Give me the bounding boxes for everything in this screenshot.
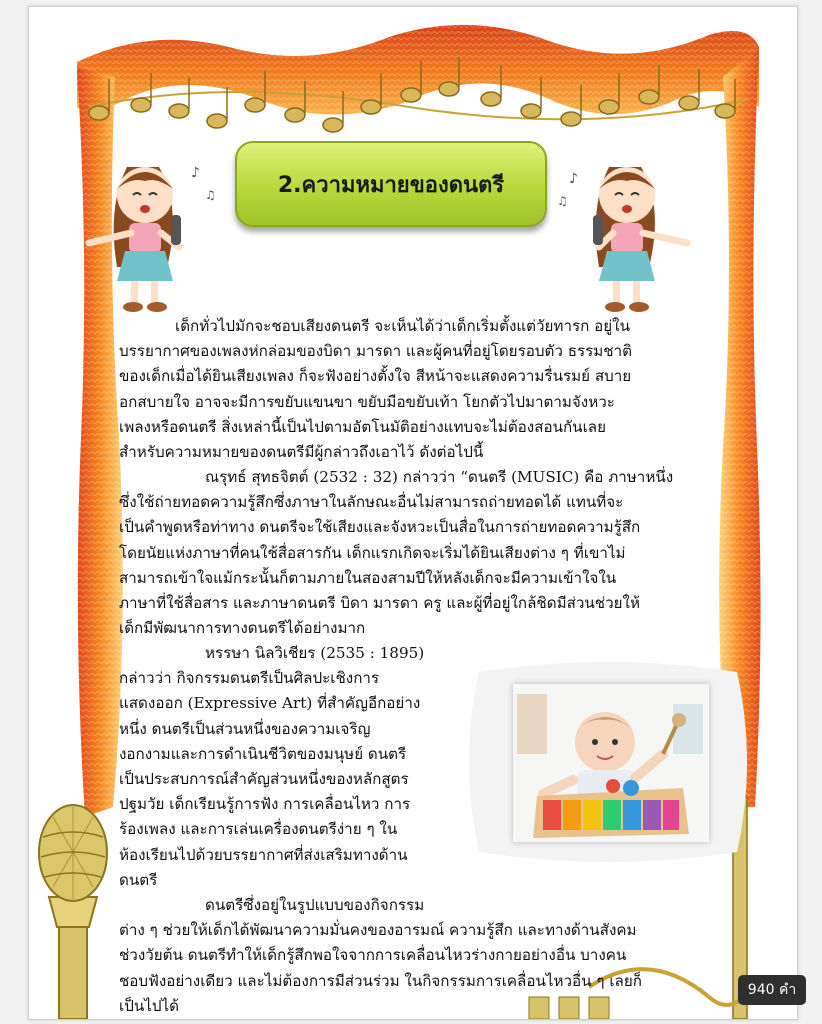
text-line: หรรษา นิลวิเชียร (2535 : 1895) bbox=[205, 644, 425, 662]
svg-text:♫: ♫ bbox=[205, 188, 216, 202]
text-line: ต่าง ๆ ช่วยให้เด็กได้พัฒนาความมั่นคงของอารมณ์ ความรู้สึก และทางด้านสังคม bbox=[119, 921, 637, 940]
text-line: เด็กทั่วไปมักจะชอบเสียงดนตรี จะเห็นได้ว่าเด็กเริ่มตั้งแต่วัยทารก อยู่ใน bbox=[175, 317, 630, 335]
text-line: เป็นประสบการณ์สำคัญส่วนหนึ่งของหลักสูตร bbox=[119, 769, 409, 788]
text-line: ดนตรี bbox=[119, 870, 158, 889]
microphone-icon bbox=[39, 805, 107, 1019]
paragraph-2 bbox=[119, 465, 673, 641]
title-banner bbox=[235, 141, 547, 227]
text-line: ภาษาที่ใช้สื่อสาร และภาษาดนตรี บิดา มารดา ครู และผู้ที่อยู่ใกล้ชิดมีส่วนช่วยให้ bbox=[119, 593, 640, 612]
text-line: ดนตรีซึ่งอยู่ในรูปแบบของกิจกรรม bbox=[205, 896, 425, 914]
text-line: เป็นคำพูดหรือท่าทาง ดนตรีจะใช้เสียงและจังหวะเป็นสื่อในการถ่ายทอดความรู้สึก bbox=[119, 518, 641, 537]
text-line: ร้องเพลง และการเล่นเครื่องดนตรีง่าย ๆ ใน bbox=[119, 820, 398, 839]
text-line: กล่าวว่า กิจกรรมดนตรีเป็นศิลปะเชิงการ bbox=[119, 669, 380, 688]
singing-girl-icon bbox=[557, 167, 687, 312]
svg-text:♪: ♪ bbox=[569, 171, 578, 187]
text-line: สำหรับความหมายของดนตรีมีผู้กล่าวถึงเอาไว้ ดังต่อไปนี้ bbox=[119, 442, 484, 461]
photo-frame bbox=[469, 662, 747, 862]
text-line: ชอบฟังอย่างเดียว และไม่ต้องการมีส่วนร่วม ในกิจกรรมการเคลื่อนไหวอื่น ๆ เลยก็ bbox=[119, 971, 642, 990]
text-line: เพลงหรือดนตรี สิ่งเหล่านี้เป็นไปตามอัตโนมัติอย่างแทบจะไม่ต้องสอนกันเลย bbox=[119, 417, 606, 436]
paragraph-4 bbox=[119, 893, 642, 1019]
text-line: โดยนัยแห่งภาษาที่คนใช้สื่อสารกัน เด็กแรกเกิดจะเริ่มได้ยินเสียงต่าง ๆ ที่เขาไม่ bbox=[119, 543, 626, 562]
svg-text:♫: ♫ bbox=[557, 194, 568, 208]
text-line: ซึ่งใช้ถ่ายทอดความรู้สึกซึ่งภาษาในลักษณะอื่นไม่สามารถถ่ายทอดได้ แทนที่จะ bbox=[119, 493, 624, 512]
text-line: อกสบายใจ อาจจะมีการขยับแขนขา ขยับมือขยับเท้า โยกตัวไปมาตามจังหวะ bbox=[119, 392, 615, 411]
paragraph-3 bbox=[119, 641, 424, 893]
baby-xylophone-photo bbox=[513, 684, 709, 842]
text-line: สามารถเข้าใจแม้กระนั้นก็ตามภายในสองสามปีให้หลังเด็กจะมีความเข้าใจใน bbox=[119, 568, 617, 587]
text-line: ของเด็กเมื่อได้ยินเสียงเพลง ก็จะฟังอย่างตั้งใจ สีหน้าจะแสดงความรื่นรมย์ สบาย bbox=[119, 367, 632, 386]
text-line: ช่วงวัยต้น ดนตรีทำให้เด็กรู้สึกพอใจจากการเคลื่อนไหวร่างกายอย่างอื่น บางคน bbox=[119, 946, 627, 965]
text-line: เป็นไปได้ bbox=[119, 996, 179, 1015]
paragraph-1 bbox=[119, 314, 632, 465]
text-line: แสดงออก (Expressive Art) ที่สำคัญอีกอย่าง bbox=[119, 694, 421, 713]
text-line: งอกงามและการดำเนินชีวิตของมนุษย์ ดนตรี bbox=[119, 744, 407, 763]
svg-text:♪: ♪ bbox=[191, 165, 200, 181]
page-title: 2.ความหมายของดนตรี bbox=[277, 172, 505, 198]
text-line: ณรุทธ์ สุทธจิตต์ (2532 : 32) กล่าวว่า “ดนตรี (MUSIC) คือ ภาษาหนึ่ง bbox=[205, 468, 674, 486]
text-line: ปฐมวัย เด็กเรียนรู้การฟัง การเคลื่อนไหว การ bbox=[119, 795, 411, 814]
text-line: หนึ่ง ดนตรีเป็นส่วนหนึ่งของความเจริญ bbox=[119, 719, 371, 738]
text-line: เด็กมีพัฒนาการทางดนตรีได้อย่างมาก bbox=[119, 619, 366, 638]
document-page bbox=[28, 6, 798, 1020]
text-line: บรรยากาศของเพลงห่กล่อมของบิดา มารดา และผู้คนที่อยู่โดยรอบตัว ธรรมชาติ bbox=[119, 342, 633, 361]
text-line: ห้องเรียนไปด้วยบรรยากาศที่ส่งเสริมทางด้าน bbox=[119, 845, 408, 864]
word-count-badge[interactable]: 940 คำ bbox=[738, 975, 806, 1005]
